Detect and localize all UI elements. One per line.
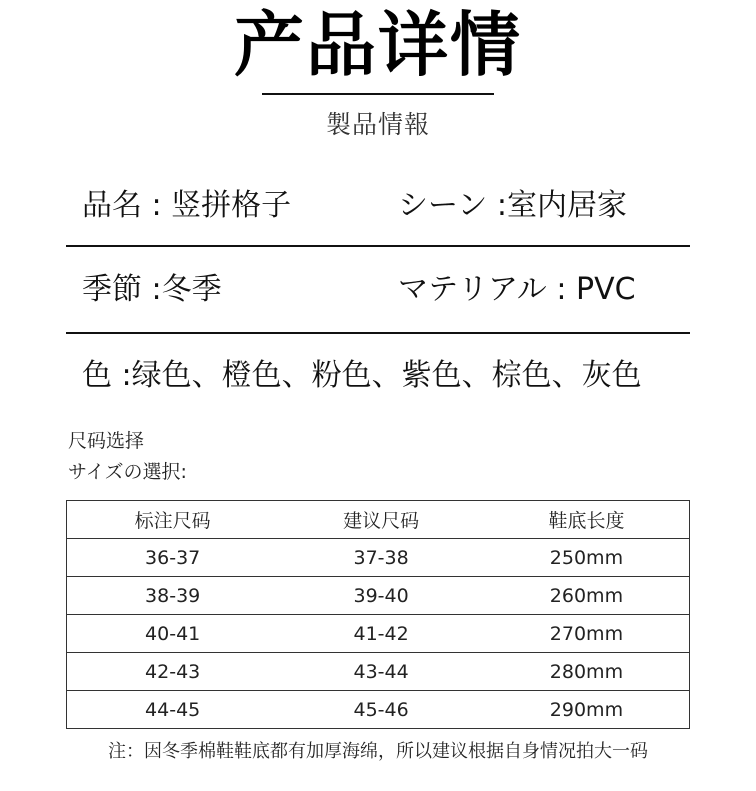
header-sole-length: 鞋底长度	[484, 501, 690, 539]
info-row-name-scene	[66, 186, 690, 226]
sole-length-cell: 260mm	[484, 577, 690, 615]
suggested-size-cell: 43-44	[278, 653, 484, 691]
sole-length-cell: 250mm	[484, 539, 690, 577]
header-label-size: 标注尺码	[67, 501, 279, 539]
page-title: 产品详情	[234, 4, 522, 86]
table-row	[67, 691, 690, 729]
label-size-cell: 44-45	[67, 691, 279, 729]
header-suggested-size: 建议尺码	[278, 501, 484, 539]
product-season: 季節 :冬季	[82, 272, 222, 307]
size-table	[66, 500, 690, 729]
product-colors: 色 :绿色、橙色、粉色、紫色、棕色、灰色	[82, 358, 642, 393]
suggested-size-cell: 45-46	[278, 691, 484, 729]
table-row	[67, 539, 690, 577]
size-note: 注：因冬季棉鞋鞋底都有加厚海绵，所以建议根据自身情况拍大一码	[108, 741, 648, 762]
table-row	[67, 615, 690, 653]
size-heading-jp: サイズの選択:	[68, 461, 187, 483]
suggested-size-cell: 37-38	[278, 539, 484, 577]
info-row-season-material	[66, 270, 690, 310]
product-material: マテリアル : PVC	[398, 272, 636, 307]
suggested-size-cell: 39-40	[278, 577, 484, 615]
table-row	[67, 577, 690, 615]
label-size-cell: 36-37	[67, 539, 279, 577]
sole-length-cell: 280mm	[484, 653, 690, 691]
label-size-cell: 42-43	[67, 653, 279, 691]
label-size-cell: 38-39	[67, 577, 279, 615]
sole-length-cell: 290mm	[484, 691, 690, 729]
suggested-size-cell: 41-42	[278, 615, 484, 653]
product-name: 品名 : 竖拼格子	[82, 188, 292, 223]
table-row	[67, 653, 690, 691]
label-size-cell: 40-41	[67, 615, 279, 653]
product-scene: シーン :室内居家	[398, 188, 628, 223]
size-table-header	[67, 501, 690, 539]
info-row-colors	[66, 356, 690, 396]
info-divider-2	[66, 332, 690, 334]
sole-length-cell: 270mm	[484, 615, 690, 653]
page-subtitle: 製品情報	[325, 110, 430, 139]
size-heading-cn: 尺码选择	[68, 430, 145, 452]
title-divider	[262, 93, 494, 95]
info-divider-1	[66, 245, 690, 247]
